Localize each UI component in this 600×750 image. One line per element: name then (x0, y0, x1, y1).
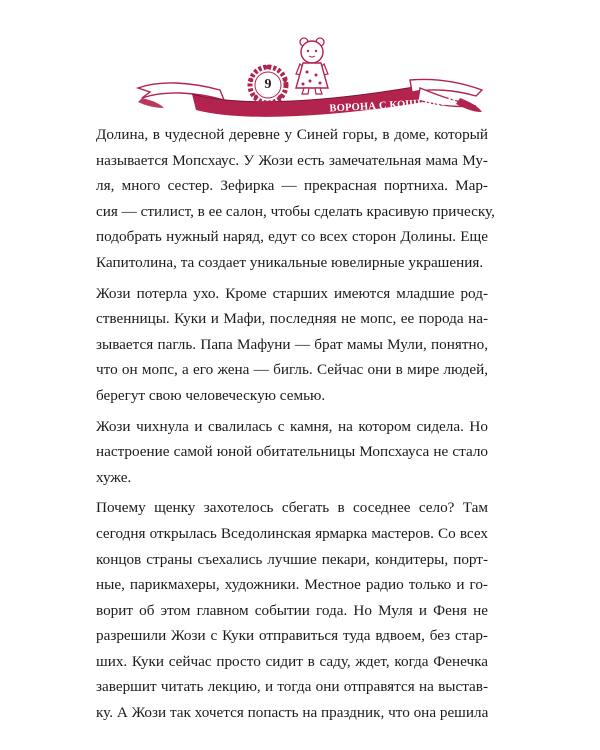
text-line: ку. А Жози так хочется попасть на праздник, что она решила (96, 704, 489, 722)
text-line: Капитолина, та создает уникальные ювелирные украшения. (96, 253, 484, 271)
chapter-header (120, 28, 490, 120)
text-line: завершит читать лекцию, и тогда они отправятся на выстав- (96, 678, 488, 696)
text-line: Долина, в чудесной деревне у Синей горы, в доме, который (96, 126, 488, 143)
paragraph (96, 122, 495, 276)
text-line: хуже. (96, 468, 132, 486)
body-text (96, 122, 495, 726)
text-line: ля, много сестер. Зефирка — прекрасная портниха. Мар- (96, 177, 488, 195)
text-line: ворит об этом главном событии года. Но Муля и Феня не (96, 601, 488, 619)
bear-doll-icon (296, 38, 328, 94)
text-line: ственницы. Куки и Мафи, последняя не мопс, ее порода на- (96, 310, 488, 328)
text-line: ших. Куки сейчас просто сидит в саду, ждет, когда Фенечка (96, 652, 488, 670)
paragraph (96, 495, 488, 725)
text-line: ные, парикмахеры, художники. Местное радио только и го- (96, 576, 488, 594)
text-line: Жози чихнула и свалилась с камня, на котором сидела. Но (96, 417, 488, 435)
text-line: концов страны съехались лучшие пекари, кондитеры, порт- (96, 550, 488, 568)
text-line: сегодня открылась Вседолинская ярмарка мастеров. Со всех (96, 524, 488, 542)
chapter-title: ВОРОНА С КОШЕЧКОЙ (329, 96, 457, 115)
text-line: Жози потерла ухо. Кроме старших имеются младшие род- (96, 284, 488, 302)
text-line: берегут свою человеческую семью. (96, 386, 326, 404)
page-number: 9 (264, 77, 272, 92)
text-line: называется Мопсхаус. У Жози есть замечательная мама Му- (96, 151, 488, 169)
text-line: настроение самой юной обитательницы Мопсхауса не стало (96, 443, 488, 461)
paragraph (96, 414, 488, 491)
paragraph (96, 281, 488, 409)
text-line: Почему щенку захотелось сбегать в соседнее село? Там (96, 499, 488, 517)
text-line: разрешили Жози с Куки отправиться туда вдвоем, без стар- (96, 627, 488, 645)
text-line: подобрать нужный наряд, едут со всех сторон Долины. Еще (96, 228, 488, 246)
text-line: зывается пагль. Папа Мафуни — брат мамы Мули, понятно, (96, 335, 488, 353)
text-line: сия — стилист, в ее салон, чтобы сделать красивую прическу, (96, 202, 495, 220)
text-line: что он мопс, а его жена — бигль. Сейчас они в мире людей, (96, 361, 488, 379)
